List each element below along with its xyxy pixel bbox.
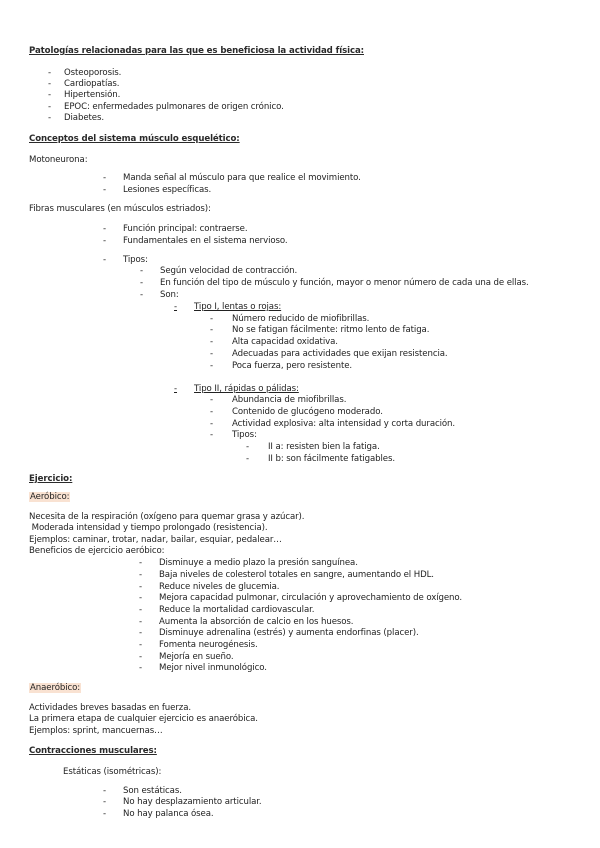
aerobic-line: Beneficios de ejercicio aeróbico:	[29, 546, 165, 556]
bullet-dash: -	[48, 102, 52, 112]
bullet-dash: -	[174, 302, 178, 312]
bullet-dash: -	[210, 395, 214, 405]
tipo2-subtype: II b: son fácilmente fatigables.	[268, 454, 395, 464]
aerobic-line: Ejemplos: caminar, trotar, nadar, bailar, esquiar, pedalear…	[29, 535, 282, 545]
bullet-dash: -	[210, 419, 214, 429]
tipo2-label: Tipo II, rápidas o pálidas:	[194, 384, 299, 394]
heading-concepts: Conceptos del sistema músculo esquelético:	[29, 134, 240, 144]
bullet-dash: -	[139, 628, 143, 638]
bullet-dash: -	[139, 593, 143, 603]
motoneurona-label: Motoneurona:	[29, 155, 88, 165]
bullet-dash: -	[210, 361, 214, 371]
tipo1-item: Número reducido de miofibrillas.	[232, 314, 370, 324]
bullet-dash: -	[103, 224, 107, 234]
bullet-dash: -	[103, 255, 107, 265]
bullet-dash: -	[140, 278, 144, 288]
aerobic-benefit: Mejoría en sueño.	[159, 652, 234, 662]
static-item: No hay palanca ósea.	[123, 809, 214, 819]
pathology-item: Hipertensión.	[64, 90, 121, 100]
motoneurona-item: Lesiones específicas.	[123, 185, 212, 195]
motoneurona-item: Manda señal al músculo para que realice el movimiento.	[123, 173, 361, 183]
tipo2-label-row	[174, 384, 299, 395]
bullet-dash: -	[174, 384, 178, 394]
aerobic-benefit: Fomenta neurogénesis.	[159, 640, 258, 650]
bullet-dash: -	[103, 185, 107, 195]
aerobic-benefit: Reduce la mortalidad cardiovascular.	[159, 605, 315, 615]
aerobic-line: Necesita de la respiración (oxígeno para quemar grasa y azúcar).	[29, 512, 305, 522]
tipo1-label: Tipo I, lentas o rojas:	[194, 302, 282, 312]
bullet-dash: -	[48, 90, 52, 100]
pathology-item: Cardiopatías.	[64, 79, 120, 89]
pathology-item: EPOC: enfermedades pulmonares de origen crónico.	[64, 102, 284, 112]
bullet-dash: -	[246, 454, 250, 464]
bullet-dash: -	[139, 582, 143, 592]
anaerobic-label: Anaeróbico:	[30, 683, 81, 693]
bullet-dash: -	[139, 570, 143, 580]
bullet-dash: -	[210, 314, 214, 324]
pathology-item: Diabetes.	[64, 113, 104, 123]
fibers-item: Fundamentales en el sistema nervioso.	[123, 236, 288, 246]
bullet-dash: -	[140, 290, 144, 300]
static-item: Son estáticas.	[123, 786, 182, 796]
bullet-dash: -	[103, 173, 107, 183]
bullet-dash: -	[139, 663, 143, 673]
aerobic-benefit: Mejora capacidad pulmonar, circulación y aprovechamiento de oxígeno.	[159, 593, 463, 603]
tipo2-subtype: II a: resisten bien la fatiga.	[268, 442, 380, 452]
aerobic-benefit: Disminuye adrenalina (estrés) y aumenta endorfinas (placer).	[159, 628, 419, 638]
tipos-item: Según velocidad de contracción.	[160, 266, 298, 276]
bullet-dash: -	[210, 430, 214, 440]
heading-contractions: Contracciones musculares:	[29, 746, 157, 756]
aerobic-benefit: Baja niveles de colesterol totales en sangre, aumentando el HDL.	[159, 570, 434, 580]
tipo1-label-row	[174, 302, 281, 313]
aerobic-label: Aeróbico:	[30, 492, 70, 502]
tipos-item: En función del tipo de músculo y función, mayor o menor número de cada una de ellas.	[160, 278, 529, 288]
tipo2-item: Tipos:	[232, 430, 257, 440]
bullet-dash: -	[103, 236, 107, 246]
tipo2-item: Abundancia de miofibrillas.	[232, 395, 347, 405]
fibers-label: Fibras musculares (en músculos estriados):	[29, 204, 211, 214]
anaerobic-label-row	[29, 683, 81, 694]
bullet-dash: -	[139, 640, 143, 650]
bullet-dash: -	[210, 337, 214, 347]
bullet-dash: -	[103, 797, 107, 807]
bullet-dash: -	[139, 652, 143, 662]
bullet-dash: -	[139, 617, 143, 627]
aerobic-benefit: Mejor nivel inmunológico.	[159, 663, 267, 673]
anaerobic-line: Ejemplos: sprint, mancuernas…	[29, 726, 163, 736]
tipos-item: Son:	[160, 290, 179, 300]
aerobic-benefit: Reduce niveles de glucemia.	[159, 582, 280, 592]
bullet-dash: -	[140, 266, 144, 276]
aerobic-label-row	[29, 492, 70, 503]
tipo1-item: Poca fuerza, pero resistente.	[232, 361, 353, 371]
bullet-dash: -	[48, 79, 52, 89]
aerobic-benefit: Aumenta la absorción de calcio en los huesos.	[159, 617, 354, 627]
heading-pathologies: Patologías relacionadas para las que es beneficiosa la actividad física:	[29, 46, 364, 56]
static-item: No hay desplazamiento articular.	[123, 797, 262, 807]
bullet-dash: -	[139, 605, 143, 615]
bullet-dash: -	[103, 809, 107, 819]
aerobic-benefit: Disminuye a medio plazo la presión sanguínea.	[159, 558, 358, 568]
bullet-dash: -	[210, 407, 214, 417]
bullet-dash: -	[139, 558, 143, 568]
bullet-dash: -	[48, 113, 52, 123]
bullet-dash: -	[210, 349, 214, 359]
anaerobic-line: La primera etapa de cualquier ejercicio es anaeróbica.	[29, 714, 258, 724]
tipo1-item: Adecuadas para actividades que exijan resistencia.	[232, 349, 448, 359]
tipos-label: Tipos:	[123, 255, 148, 265]
pathology-item: Osteoporosis.	[64, 68, 122, 78]
anaerobic-line: Actividades breves basadas en fuerza.	[29, 703, 191, 713]
tipo1-item: Alta capacidad oxidativa.	[232, 337, 338, 347]
tipo2-item: Actividad explosiva: alta intensidad y corta duración.	[232, 419, 456, 429]
tipo1-item: No se fatigan fácilmente: ritmo lento de fatiga.	[232, 325, 430, 335]
bullet-dash: -	[210, 325, 214, 335]
fibers-item: Función principal: contraerse.	[123, 224, 248, 234]
bullet-dash: -	[48, 68, 52, 78]
heading-exercise: Ejercicio:	[29, 474, 73, 484]
bullet-dash: -	[103, 786, 107, 796]
bullet-dash: -	[246, 442, 250, 452]
tipo2-item: Contenido de glucógeno moderado.	[232, 407, 383, 417]
aerobic-line: Moderada intensidad y tiempo prolongado (resistencia).	[29, 523, 268, 533]
static-label: Estáticas (isométricas):	[63, 767, 162, 777]
